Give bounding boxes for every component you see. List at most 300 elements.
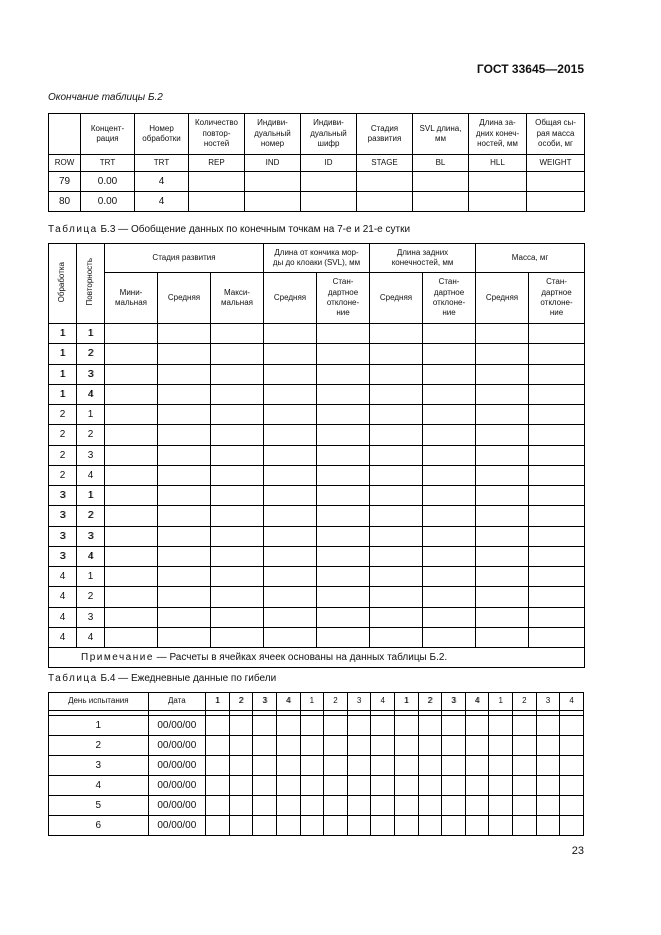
table-cell [300,816,324,836]
group-header: Длина задних конечностей, мм [370,244,476,273]
treatment-cell: 4 [49,567,77,587]
column-code: ROW [49,155,81,172]
table-cell [317,607,370,627]
table-cell [264,384,317,404]
table-row [49,344,585,364]
table-row [49,816,584,836]
table-cell [264,344,317,364]
column-header-number: 3 [442,693,466,711]
table-cell [211,486,264,506]
table-cell [423,445,476,465]
table-row [49,405,585,425]
table-cell [370,384,423,404]
column-header-number: 3 [253,693,277,711]
table-cell [158,425,211,445]
table-cell [317,425,370,445]
repeat-cell: 2 [77,587,105,607]
table-cell [253,756,277,776]
table-cell [423,364,476,384]
column-header: Концент- рация [81,114,135,155]
date-cell: 00/00/00 [148,776,206,796]
column-code: REP [189,155,245,172]
table-cell [317,546,370,566]
table-cell [442,736,466,756]
table-cell [394,756,418,776]
table-cell [465,776,489,796]
table-cell [560,796,584,816]
table-cell [264,364,317,384]
repeat-cell: 3 [77,364,105,384]
table-cell [245,192,301,212]
table-cell [105,506,158,526]
table-cell [158,405,211,425]
table-cell [253,796,277,816]
table-cell [317,344,370,364]
column-header-date: Дата [148,693,206,711]
column-header-repeat [77,244,105,324]
table-cell [442,816,466,836]
table-cell [489,736,513,756]
column-header-number: 2 [324,693,348,711]
table-cell [211,567,264,587]
table-cell [513,756,537,776]
table-cell [300,796,324,816]
table-cell [423,546,476,566]
table-cell [418,816,442,836]
table-cell [529,526,585,546]
table-cell [317,526,370,546]
table-cell [158,486,211,506]
table-cell [423,425,476,445]
table-cell [229,816,253,836]
table-cell [370,486,423,506]
table-cell [158,526,211,546]
table-cell [264,486,317,506]
table-cell [211,405,264,425]
table-cell [476,587,529,607]
table-cell [423,567,476,587]
repeat-cell: 4 [77,384,105,404]
table-cell [264,445,317,465]
column-header-number: 1 [489,693,513,711]
table-cell [317,384,370,404]
table-cell [206,736,230,756]
table-cell [211,546,264,566]
repeat-cell: 4 [77,546,105,566]
table-cell [476,445,529,465]
table-row [49,736,584,756]
table-cell [158,587,211,607]
table-cell [394,776,418,796]
day-cell: 4 [49,776,149,796]
table-cell [211,607,264,627]
table-cell [158,465,211,485]
column-header-number: 4 [371,693,395,711]
table-cell [276,816,300,836]
table-row [49,546,585,566]
day-cell: 2 [49,736,149,756]
table-cell [206,756,230,776]
table-cell [211,587,264,607]
column-header: Мини- мальная [105,273,158,324]
table-cell [370,607,423,627]
column-header: Средняя [476,273,529,324]
table-cell [423,324,476,344]
table-cell [357,192,413,212]
table-cell [253,736,277,756]
table-cell [211,364,264,384]
table-cell [423,405,476,425]
table-cell [529,425,585,445]
table-cell [560,736,584,756]
day-cell: 5 [49,796,149,816]
table-cell [371,776,395,796]
treatment-cell: 3 [49,486,77,506]
table-cell [513,716,537,736]
table-cell [158,546,211,566]
column-header-number: 4 [276,693,300,711]
table-row [49,567,585,587]
table-b3-caption-prefix: Таблица [48,224,98,235]
table-b4-caption [48,673,276,684]
table-cell [264,587,317,607]
table-cell [253,716,277,736]
table-row [49,506,585,526]
column-header: Стан- дартное отклоне- ние [529,273,585,324]
table-cell [211,465,264,485]
column-header-number: 1 [394,693,418,711]
table-cell [300,736,324,756]
table-cell [105,445,158,465]
table-cell [529,607,585,627]
table-cell [560,776,584,796]
page-number: 23 [571,845,584,857]
table-cell [317,324,370,344]
table-cell [264,405,317,425]
column-code: HLL [469,155,527,172]
table-cell [211,627,264,647]
group-header: Стадия развития [105,244,264,273]
column-code: TRT [135,155,189,172]
table-cell [189,192,245,212]
table-cell [560,716,584,736]
table-cell [394,716,418,736]
table-cell: 80 [49,192,81,212]
table-cell [476,324,529,344]
column-header: Стан- дартное отклоне- ние [317,273,370,324]
column-header: Средняя [264,273,317,324]
table-cell [489,716,513,736]
table-cell [276,736,300,756]
table-cell [324,796,348,816]
table-cell [105,587,158,607]
table-cell [513,796,537,816]
table-cell [189,172,245,192]
note-row [49,648,585,668]
table-cell [527,192,585,212]
repeat-cell: 1 [77,324,105,344]
column-code: IND [245,155,301,172]
table-cell [158,344,211,364]
table-cell [476,384,529,404]
table-cell [253,776,277,796]
treatment-cell: 2 [49,445,77,465]
table-row [49,716,584,736]
table-b3-caption [48,224,410,235]
table-cell [469,172,527,192]
group-header: Длина от кончика мор- ды до клоаки (SVL), мм [264,244,370,273]
date-cell: 00/00/00 [148,756,206,776]
note-text: — Расчеты в ячейках ячеек основаны на данных таблицы Б.2. [153,652,448,663]
table-cell [211,526,264,546]
table-cell [370,364,423,384]
table-b3 [48,243,585,668]
table-cell [206,816,230,836]
column-header-day: День испытания [49,693,149,711]
column-code: BL [413,155,469,172]
table-cell [158,445,211,465]
table-cell [370,344,423,364]
table-cell [206,776,230,796]
repeat-cell: 1 [77,486,105,506]
table-cell [347,736,371,756]
column-header: Средняя [370,273,423,324]
table-cell [347,756,371,776]
document-code: ГОСТ 33645—2015 [476,62,584,76]
column-header: Стан- дартное отклоне- ние [423,273,476,324]
table-cell [476,344,529,364]
table-cell [105,486,158,506]
date-cell: 00/00/00 [148,736,206,756]
table-cell [476,567,529,587]
table-cell [105,607,158,627]
table-cell [105,425,158,445]
column-code: STAGE [357,155,413,172]
column-header: Средняя [158,273,211,324]
column-header: Количество повтор- ностей [189,114,245,155]
table-cell [465,796,489,816]
table-cell [229,736,253,756]
table-cell [476,465,529,485]
treatment-cell: 4 [49,587,77,607]
vertical-label: Повторность [85,258,95,306]
note-label: Примечание [81,652,154,663]
table-cell [264,607,317,627]
column-header: Индиви- дуальный шифр [301,114,357,155]
table-row [49,384,585,404]
table-b4 [48,692,584,836]
table-cell [317,405,370,425]
repeat-cell: 1 [77,405,105,425]
table-cell [370,627,423,647]
column-code: ID [301,155,357,172]
table-cell [264,506,317,526]
table-cell [229,716,253,736]
column-header-number: 3 [536,693,560,711]
table-cell [276,716,300,736]
table-cell [264,567,317,587]
column-header: Номер обработки [135,114,189,155]
table-cell [529,627,585,647]
table-cell [324,716,348,736]
table-cell [465,816,489,836]
table-cell [211,384,264,404]
table-cell [158,627,211,647]
table-cell [347,816,371,836]
table-cell [536,776,560,796]
table-cell [317,486,370,506]
table-cell [423,627,476,647]
table-cell [476,405,529,425]
table-cell [394,736,418,756]
sub-header-row [49,273,585,324]
table-row [49,607,585,627]
column-header: Длина за- дних конеч- ностей, мм [469,114,527,155]
table-cell [476,526,529,546]
table-cell [206,796,230,816]
table-cell [442,716,466,736]
table-cell [301,192,357,212]
table-cell [371,816,395,836]
code-row [49,155,585,172]
table-b4-caption-prefix: Таблица [48,673,98,684]
table-cell [536,716,560,736]
table-row [49,627,585,647]
note-cell [49,648,585,668]
table-cell [158,567,211,587]
repeat-cell: 2 [77,506,105,526]
repeat-cell: 4 [77,465,105,485]
table-cell [423,607,476,627]
table-cell [465,736,489,756]
table-cell [529,486,585,506]
table-cell [229,776,253,796]
table-cell: 0.00 [81,192,135,212]
treatment-cell: 2 [49,425,77,445]
table-cell [264,627,317,647]
table-cell [469,192,527,212]
table-cell [489,796,513,816]
table-cell [324,776,348,796]
table-cell [264,324,317,344]
header-row [49,114,585,155]
table-cell [300,756,324,776]
table-cell [347,716,371,736]
column-header-number: 2 [229,693,253,711]
table-row [49,587,585,607]
table-cell [476,486,529,506]
table-cell [105,364,158,384]
table-cell [105,627,158,647]
table-cell [529,364,585,384]
table-b3-caption-text: Б.3 — Обобщение данных по конечным точкам на 7-е и 21-е сутки [97,224,411,235]
table-b2 [48,113,585,212]
table-cell [442,776,466,796]
day-cell: 3 [49,756,149,776]
group-header-row [49,244,585,273]
table-cell [476,546,529,566]
table-cell [476,607,529,627]
table-cell: 4 [135,192,189,212]
table-cell [105,526,158,546]
table-cell [529,506,585,526]
table-cell [529,405,585,425]
table-cell [300,776,324,796]
column-header [49,114,81,155]
column-header: SVL длина, мм [413,114,469,155]
column-header: Индиви- дуальный номер [245,114,301,155]
table-cell [370,425,423,445]
table-cell: 79 [49,172,81,192]
treatment-cell: 3 [49,546,77,566]
table-cell [229,796,253,816]
table-b4-caption-text: Б.4 — Ежедневные данные по гибели [97,673,277,684]
table-cell [158,607,211,627]
table-cell [536,736,560,756]
table-cell [413,172,469,192]
table-cell [476,425,529,445]
table-cell [317,465,370,485]
table-cell [394,796,418,816]
table-cell [413,192,469,212]
table-cell [357,172,413,192]
table-cell [489,816,513,836]
table-cell [229,756,253,776]
table-cell [370,405,423,425]
table-cell [158,506,211,526]
repeat-cell: 3 [77,526,105,546]
table-cell [476,364,529,384]
column-header-number: 2 [418,693,442,711]
treatment-cell: 4 [49,607,77,627]
table-cell [264,425,317,445]
table-row [49,192,585,212]
table-cell [370,465,423,485]
table-cell [489,756,513,776]
column-header: Общая сы- рая масса особи, мг [527,114,585,155]
table-cell [253,816,277,836]
table-cell [105,384,158,404]
table-cell [529,465,585,485]
table-cell [324,756,348,776]
table-cell [317,445,370,465]
table-cell [560,816,584,836]
table-cell [529,587,585,607]
table-cell [423,486,476,506]
table-cell [394,816,418,836]
table-cell [317,567,370,587]
table-cell [370,546,423,566]
table-cell [560,756,584,776]
column-header-number: 2 [513,693,537,711]
table-cell [370,567,423,587]
table-row [49,756,584,776]
table-cell [465,716,489,736]
table-cell [423,526,476,546]
date-cell: 00/00/00 [148,816,206,836]
table-cell [300,716,324,736]
table-cell: 0.00 [81,172,135,192]
table-cell [158,324,211,344]
table-cell [317,506,370,526]
treatment-cell: 1 [49,344,77,364]
table-cell [211,344,264,364]
column-header-number: 4 [465,693,489,711]
column-code: WEIGHT [527,155,585,172]
table-cell [418,716,442,736]
table-cell [476,627,529,647]
table-cell [423,506,476,526]
